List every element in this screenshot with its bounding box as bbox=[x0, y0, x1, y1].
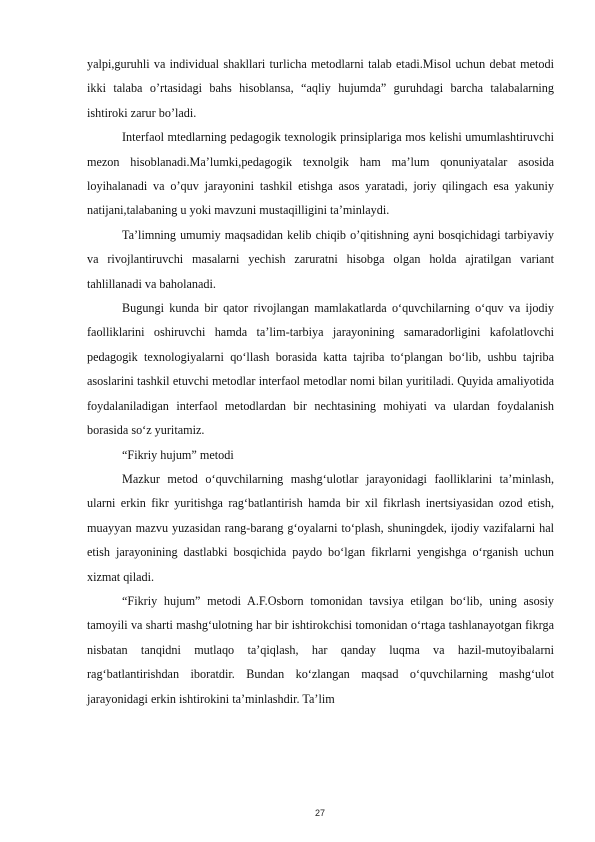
section-heading-fikriy-hujum: “Fikriy hujum” metodi bbox=[122, 447, 234, 462]
document-body bbox=[87, 52, 554, 711]
paragraph-1: yalpi,guruhli va individual shakllari turlicha metodlarni talab etadi.Misol uchun debat metodi ikki talaba o’rtasidagi bahs hisoblansa, “aqliy hujumda” guruhdagi barcha talabalarning ishtiroki zarur bo’ladi. bbox=[87, 57, 554, 120]
paragraph-4: Bugungi kunda bir qator rivojlangan mamlakatlarda o‘quvchilarning o‘quv va ijodiy faolliklarini oshiruvchi hamda ta’lim-tarbiya jarayonining samaradorligini kafolatlovchi pedagogik texnologiyalarni qo‘llash borasida katta tajriba to‘plangan bo‘lib, ushbu tajriba asoslarini tashkil etuvchi metodlar interfaol metodlar nomi bilan yuritiladi. Quyida amaliyotida foydalaniladigan interfaol metodlardan bir nechtasining mohiyati va ulardan foydalanish borasida so‘z yuritamiz. bbox=[87, 301, 554, 438]
paragraph-5: Mazkur metod o‘quvchilarning mashg‘ulotlar jarayonidagi faolliklarini ta’minlash, ularni erkin fikr yuritishga rag‘batlantirish hamda bir xil fikrlash inertsiyasidan ozod etish, muayyan mazvu yuzasidan rang-barang g‘oyalarni to‘plash, shuningdek, ijodiy vazifalarni hal etish jarayonining dastlabki bosqichida paydo bo‘lgan fikrlarni yengishga o‘rganish uchun xizmat qiladi. bbox=[87, 471, 554, 584]
paragraph-2: Interfaol mtedlarning pedagogik texnologik prinsiplariga mos kelishi umumlashtiruvchi mezon hisoblanadi.Ma’lumki,pedagogik texnolgik ham ma’lum qonuniyatalar asosida loyihalanadi va o’quv jarayonini tashkil etishga asos yaratadi, joriy qilingach esa yakuniy natijani,talabaning u yoki mavzuni mustaqilligini ta’minlaydi. bbox=[87, 130, 554, 218]
page-number: 27 bbox=[314, 808, 325, 818]
paragraph-3: Ta’limning umumiy maqsadidan kelib chiqib o’qitishning ayni bosqichidagi tarbiyaviy va rivojlantiruvchi masalarni yechish zaruratni hisobga olgan holda ajratilgan variant tahlillanadi va baholanadi. bbox=[87, 227, 554, 291]
paragraph-6: “Fikriy hujum” metodi A.F.Osborn tomonidan tavsiya etilgan bo‘lib, uning asosiy tamoyili va sharti mashg‘ulotning har bir ishtirokchisi tomonidan o‘rtaga tashlanayotgan fikrga nisbatan tanqidni mutlaqo ta’qiqlash, har qanday luqma va hazil-mutoyibalarni rag‘batlantirishdan iboratdir. Bundan ko‘zlangan maqsad o‘quvchilarning mashg‘ulot jarayonidagi erkin ishtirokini ta’minlashdir. Ta’lim bbox=[87, 593, 554, 706]
